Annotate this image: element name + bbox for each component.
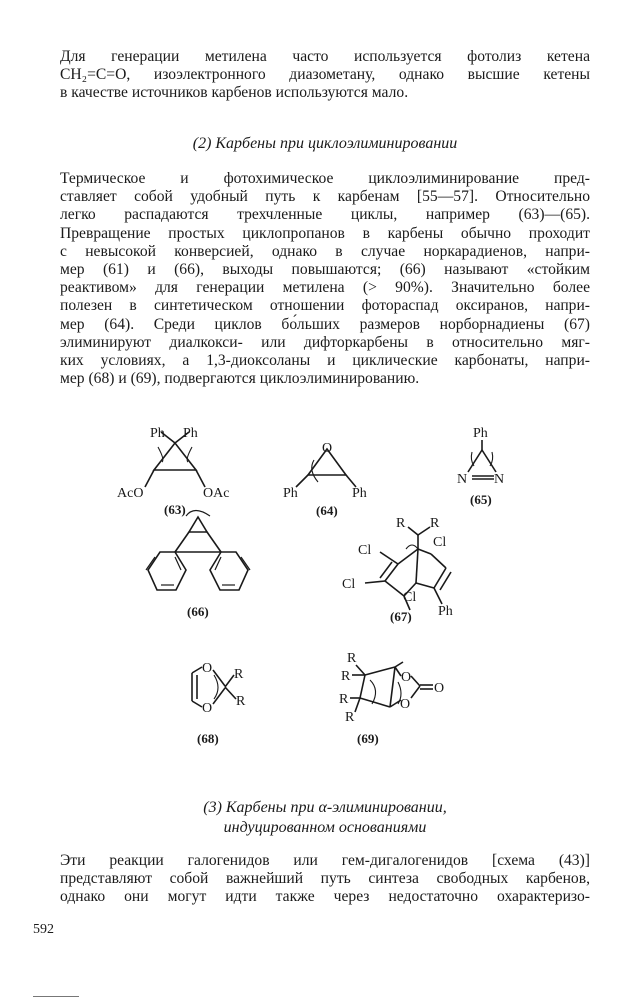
s65-n-right: N (494, 472, 505, 487)
text-line: однако они могут идти также через недостаточно охарактеризо- (60, 888, 590, 906)
text-line: реактивом» для генерации метилена (> 90%). Значительно более (60, 279, 590, 297)
s67-r-right: R (430, 516, 440, 531)
text-line: ставляет собой удобный путь к карбенам [55—57]. Относительно (60, 188, 590, 206)
text-line: Эти реакции галогенидов или гем-дигалогенидов [схема (43)] (60, 852, 590, 869)
footer-rule (33, 996, 79, 997)
structure-69 (350, 662, 433, 712)
page-number: 592 (33, 922, 54, 937)
s65-n-left: N (457, 472, 468, 487)
s69-label: (69) (357, 731, 379, 746)
text-line: CH₂=C=O, изоэлектронного диазометану, однако высшие кетены (60, 66, 590, 84)
structure-65 (468, 440, 496, 479)
s69-r1: R (347, 651, 357, 666)
s63-ph-right: Ph (183, 426, 198, 441)
s65-label: (65) (470, 492, 492, 507)
s63-aco: AcO (117, 486, 144, 501)
s69-o-ring-top: O (401, 670, 412, 685)
paragraph-alpha-elimination (60, 852, 590, 907)
s63-ph-left: Ph (150, 426, 165, 441)
s64-ph-right: Ph (352, 486, 367, 501)
section-heading-alpha-elimination: (3) Карбены при α-элиминировании, индуцированном основаниями (203, 799, 447, 836)
s67-label: (67) (390, 609, 412, 624)
text-line: Превращение простых циклопропанов в карбены обычно проходит (60, 224, 590, 242)
text-line: в качестве источников карбенов используются мало. (60, 84, 409, 102)
text-line: ких условиях, а 1,3-диоксоланы и циклические карбонаты, напри- (60, 352, 590, 370)
s68-r-top: R (234, 667, 244, 682)
s69-o-ring-bottom: O (400, 697, 411, 712)
s69-o-carbonyl: O (434, 681, 445, 696)
s66-label: (66) (187, 604, 209, 619)
s64-label: (64) (316, 503, 338, 518)
text-line: легко распадаются трехчленные циклы, например (63)—(65). (60, 206, 590, 224)
text-line: элиминируют диалкокси- или дифторкарбены в относительно мяг- (60, 333, 590, 351)
s69-r3: R (339, 692, 349, 707)
text-line: мер (68) и (69), подвергаются циклоэлиминированию. (60, 370, 420, 388)
text-line: Термическое и фотохимическое циклоэлиминирование пред- (60, 170, 590, 187)
structure-66 (146, 511, 250, 591)
text-line: полезен в синтетическом отношении фотораспад оксиранов, напри- (60, 297, 590, 315)
s67-cl-left: Cl (342, 577, 356, 592)
text-line: с невысокой конверсией, однако в случае норкарадиенов, напри- (60, 242, 590, 260)
s67-r-left: R (396, 516, 406, 531)
s67-ph: Ph (438, 604, 453, 619)
s69-r2: R (341, 669, 351, 684)
s68-r-bottom: R (236, 694, 246, 709)
s64-oxygen: O (322, 441, 333, 456)
s65-ph: Ph (473, 426, 488, 441)
text-line: мер (61) и (66), выходы повышаются; (66) называют «стойким (60, 261, 590, 279)
text-line: мер (64). Среди циклов бо́льших размеров норборнадиены (67) (60, 315, 590, 333)
structure-68 (192, 667, 236, 707)
s67-cl-bottom: Cl (403, 590, 417, 605)
s69-r4: R (345, 710, 355, 725)
section-heading-cycloelimination: (2) Карбены при циклоэлиминировании (192, 135, 458, 152)
s64-ph-left: Ph (283, 486, 298, 501)
s63-oac: OAc (203, 486, 230, 501)
s67-cl-upper-left: Cl (358, 543, 372, 558)
s68-o-top: O (202, 661, 213, 676)
s68-o-bottom: O (202, 701, 213, 716)
text-line: представляют собой важнейший путь синтеза свободных карбенов, (60, 870, 590, 888)
s63-label: (63) (164, 502, 186, 517)
text-line: Для генерации метилена часто используется фотолиз кетена (60, 48, 590, 65)
s68-label: (68) (197, 731, 219, 746)
s67-cl-top: Cl (433, 535, 447, 550)
